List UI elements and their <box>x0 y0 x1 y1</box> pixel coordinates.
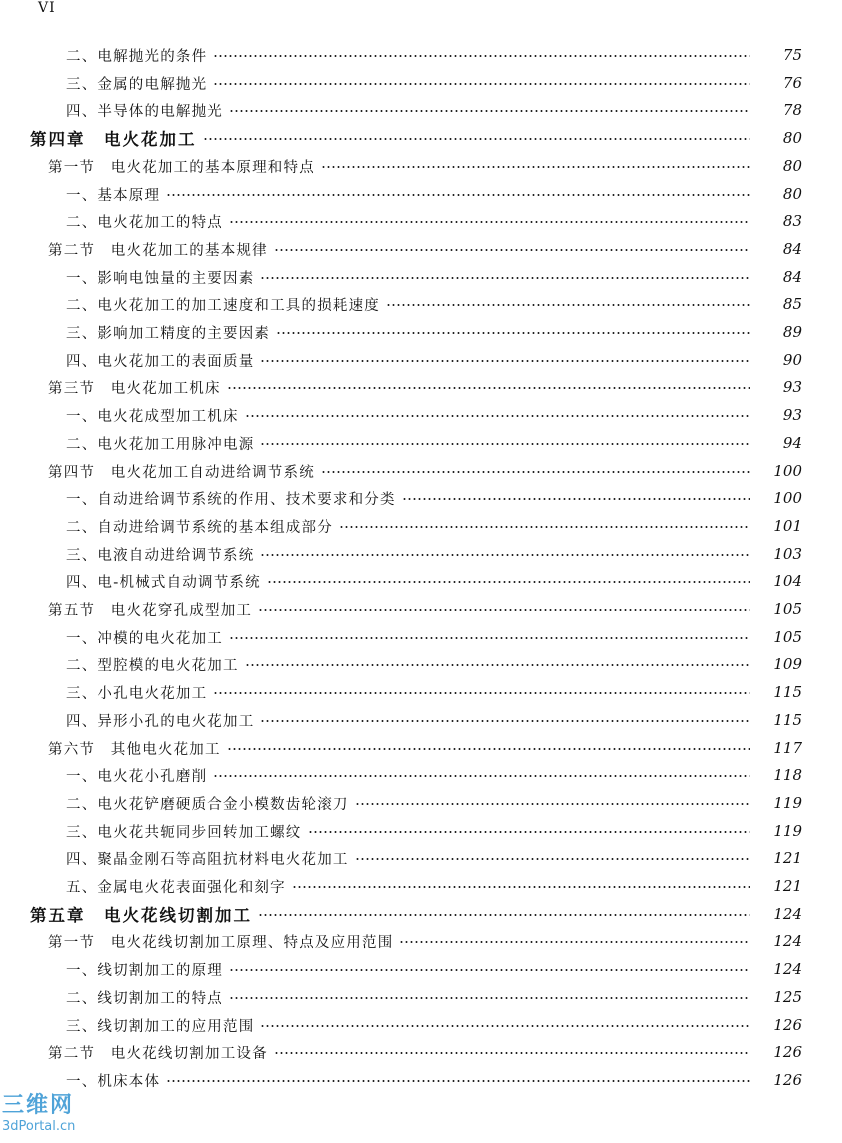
toc-entry-title: 二、型腔模的电火花加工 <box>66 657 239 674</box>
toc-entry-title: 四、电-机械式自动调节系统 <box>66 574 261 591</box>
toc-entry-page: 121 <box>773 849 802 867</box>
toc-entry-page: 115 <box>773 711 802 729</box>
toc-section <box>48 927 802 955</box>
toc-item <box>66 1066 802 1094</box>
dot-leader <box>260 360 750 362</box>
dot-leader <box>292 886 750 888</box>
toc-entry-title: 五、金属电火花表面强化和刻字 <box>66 879 286 896</box>
toc-entry-page: 118 <box>773 766 802 784</box>
toc-entry-page: 100 <box>773 489 802 507</box>
dot-leader <box>229 997 750 999</box>
dot-leader <box>274 249 750 251</box>
dot-leader <box>308 831 751 833</box>
dot-leader <box>213 55 750 57</box>
toc-item <box>66 484 802 512</box>
dot-leader <box>166 1080 750 1082</box>
toc-entry-title: 一、冲模的电火花加工 <box>66 630 223 647</box>
toc-entry-title: 一、电火花小孔磨削 <box>66 768 208 785</box>
dot-leader <box>227 748 750 750</box>
toc-section <box>48 1038 802 1066</box>
toc-entry-page: 93 <box>782 406 802 424</box>
toc-entry-page: 121 <box>773 877 802 895</box>
dot-leader <box>260 554 750 556</box>
toc-item <box>66 983 802 1011</box>
toc-item <box>66 96 802 124</box>
toc-item <box>66 844 802 872</box>
toc-entry-title: 四、电火花加工的表面质量 <box>66 353 255 370</box>
toc-entry-title: 第六节 其他电火花加工 <box>48 741 221 758</box>
toc-entry-page: 84 <box>782 240 802 258</box>
toc-entry-title: 第三节 电火花加工机床 <box>48 380 221 397</box>
toc-entry-title: 四、聚晶金刚石等高阻抗材料电火花加工 <box>66 851 349 868</box>
toc-entry-page: 80 <box>782 157 802 175</box>
dot-leader <box>229 110 750 112</box>
toc-entry-page: 103 <box>773 545 802 563</box>
dot-leader <box>166 194 750 196</box>
toc-entry-page: 119 <box>773 822 802 840</box>
dot-leader <box>229 969 750 971</box>
toc-entry-title: 二、电火花加工的加工速度和工具的损耗速度 <box>66 297 380 314</box>
toc-item <box>66 318 802 346</box>
toc-entry-title: 一、基本原理 <box>66 187 161 204</box>
toc-entry-page: 93 <box>782 378 802 396</box>
toc-item <box>66 512 802 540</box>
toc-entry-title: 四、半导体的电解抛光 <box>66 103 223 120</box>
toc-item <box>66 789 802 817</box>
toc-entry-title: 三、金属的电解抛光 <box>66 76 208 93</box>
toc-entry-page: 117 <box>773 739 802 757</box>
toc-entry-title: 第二节 电火花线切割加工设备 <box>48 1045 268 1062</box>
toc-entry-page: 75 <box>782 46 802 64</box>
dot-leader <box>227 387 750 389</box>
dot-leader <box>258 914 750 916</box>
toc-item <box>66 817 802 845</box>
toc-entry-title: 第二节 电火花加工的基本规律 <box>48 242 268 259</box>
dot-leader <box>399 941 750 943</box>
toc-item <box>66 290 802 318</box>
toc-entry-page: 89 <box>782 323 802 341</box>
toc-item <box>66 955 802 983</box>
toc-entry-page: 78 <box>782 101 802 119</box>
toc-entry-title: 第一节 电火花线切割加工原理、特点及应用范围 <box>48 934 394 951</box>
toc-entry-page: 80 <box>782 185 802 203</box>
dot-leader <box>203 138 751 140</box>
toc-entry-title: 二、电解抛光的条件 <box>66 48 208 65</box>
toc-entry-page: 100 <box>773 462 802 480</box>
watermark-url: 3dPortal.cn <box>2 1119 76 1134</box>
toc-entry-title: 三、电火花共轭同步回转加工螺纹 <box>66 824 302 841</box>
toc-entry-title: 三、影响加工精度的主要因素 <box>66 325 271 342</box>
toc-section <box>48 373 802 401</box>
dot-leader <box>245 415 750 417</box>
toc-entry-page: 119 <box>773 794 802 812</box>
toc-section <box>48 235 802 263</box>
toc-entry-title: 第一节 电火花加工的基本原理和特点 <box>48 159 315 176</box>
toc-entry-page: 94 <box>782 434 802 452</box>
toc-entry-title: 第四章 电火花加工 <box>30 130 197 149</box>
toc-entry-title: 一、自动进给调节系统的作用、技术要求和分类 <box>66 491 396 508</box>
dot-leader <box>321 471 750 473</box>
toc-item <box>66 346 802 374</box>
toc-item <box>66 678 802 706</box>
toc-item <box>66 567 802 595</box>
toc-item <box>66 69 802 97</box>
toc-entry-page: 126 <box>773 1071 802 1089</box>
toc-entry-title: 三、电液自动进给调节系统 <box>66 547 255 564</box>
toc-entry-title: 第五节 电火花穿孔成型加工 <box>48 602 253 619</box>
dot-leader <box>260 1025 750 1027</box>
toc-entry-title: 三、小孔电火花加工 <box>66 685 208 702</box>
toc-entry-page: 90 <box>782 351 802 369</box>
toc-section <box>48 595 802 623</box>
toc-entry-title: 一、电火花成型加工机床 <box>66 408 239 425</box>
toc-entry-title: 三、线切割加工的应用范围 <box>66 1018 255 1035</box>
dot-leader <box>213 83 750 85</box>
dot-leader <box>229 221 750 223</box>
toc-entry-title: 第四节 电火花加工自动进给调节系统 <box>48 464 315 481</box>
watermark <box>2 1093 75 1134</box>
dot-leader <box>339 526 750 528</box>
toc-item <box>66 401 802 429</box>
toc-item <box>66 706 802 734</box>
dot-leader <box>274 1052 750 1054</box>
toc-entry-title: 一、影响电蚀量的主要因素 <box>66 270 255 287</box>
dot-leader <box>267 581 750 583</box>
dot-leader <box>276 332 750 334</box>
dot-leader <box>245 664 750 666</box>
toc-chapter <box>30 900 802 928</box>
toc-chapter <box>30 124 802 152</box>
dot-leader <box>258 609 750 611</box>
toc-entry-title: 二、电火花加工的特点 <box>66 214 223 231</box>
dot-leader <box>355 803 750 805</box>
dot-leader <box>260 720 750 722</box>
toc-entry-page: 104 <box>773 572 802 590</box>
toc-item <box>66 650 802 678</box>
toc-entry-title: 二、电火花加工用脉冲电源 <box>66 436 255 453</box>
dot-leader <box>402 498 750 500</box>
toc-entry-page: 109 <box>773 655 802 673</box>
toc-entry-page: 84 <box>782 268 802 286</box>
toc-entry-title: 二、线切割加工的特点 <box>66 990 223 1007</box>
toc-entry-page: 126 <box>773 1043 802 1061</box>
toc-entry-page: 105 <box>773 628 802 646</box>
dot-leader <box>260 277 750 279</box>
toc-item <box>66 180 802 208</box>
toc-entry-page: 80 <box>782 129 802 147</box>
dot-leader <box>386 304 750 306</box>
toc-entry-page: 105 <box>773 600 802 618</box>
toc-item <box>66 872 802 900</box>
toc-entry-title: 二、自动进给调节系统的基本组成部分 <box>66 519 333 536</box>
toc-entry-title: 一、机床本体 <box>66 1073 161 1090</box>
dot-leader <box>229 637 750 639</box>
toc-entry-page: 124 <box>773 905 802 923</box>
toc-entry-title: 一、线切割加工的原理 <box>66 962 223 979</box>
toc-item <box>66 429 802 457</box>
dot-leader <box>321 166 750 168</box>
watermark-logo: 三维网 <box>2 1093 75 1118</box>
toc-entry-page: 125 <box>773 988 802 1006</box>
toc-item <box>66 263 802 291</box>
toc-entry-title: 第五章 电火花线切割加工 <box>30 906 252 925</box>
toc-entry-page: 83 <box>782 212 802 230</box>
toc-entry-title: 二、电火花铲磨硬质合金小模数齿轮滚刀 <box>66 796 349 813</box>
page-number: VI <box>38 0 56 16</box>
dot-leader <box>213 775 750 777</box>
toc-item <box>66 1011 802 1039</box>
toc-item <box>66 761 802 789</box>
toc-section <box>48 152 802 180</box>
toc-item <box>66 207 802 235</box>
dot-leader <box>213 692 750 694</box>
toc-entry-title: 四、异形小孔的电火花加工 <box>66 713 255 730</box>
toc-entry-page: 101 <box>773 517 802 535</box>
toc-section <box>48 734 802 762</box>
toc-entry-page: 124 <box>773 960 802 978</box>
toc-entry-page: 85 <box>782 295 802 313</box>
toc-entry-page: 76 <box>782 74 802 92</box>
toc-item <box>66 623 802 651</box>
toc-entry-page: 126 <box>773 1016 802 1034</box>
toc-section <box>48 457 802 485</box>
toc-item <box>66 41 802 69</box>
toc-item <box>66 540 802 568</box>
toc-entry-page: 124 <box>773 932 802 950</box>
dot-leader <box>260 443 750 445</box>
dot-leader <box>355 858 750 860</box>
toc-entry-page: 115 <box>773 683 802 701</box>
